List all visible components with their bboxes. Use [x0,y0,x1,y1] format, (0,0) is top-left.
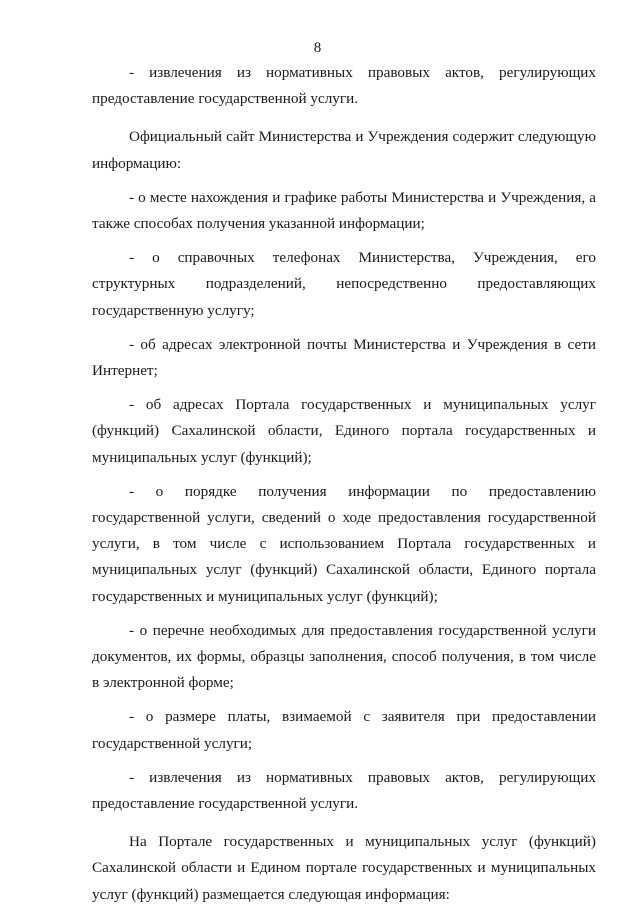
paragraph: Официальный сайт Министерства и Учреждения содержит следующую информацию: [92,128,596,172]
paragraph: - о размере платы, взимаемой с заявителя при предоставлении государственной услуги; [92,708,596,752]
paragraph: - извлечения из нормативных правовых актов, регулирующих предоставление государственной услуги. [92,768,596,813]
paragraph: - извлечения из нормативных правовых актов, регулирующих предоставление государственной услуги. [92,64,596,108]
document-body [92,60,596,908]
paragraph: - об адресах электронной почты Министерства и Учреждения в сети Интернет; [92,335,596,380]
page-number: 8 [313,40,322,56]
paragraph: - о перечне необходимых для предоставления государственной услуги документов, их формы, образцы заполнения, способ получения, в том числе в электронной форме; [92,621,596,692]
paragraph: - о месте нахождения и графике работы Министерства и Учреждения, а также способах получения указанной информации; [92,188,596,233]
paragraph: - о порядке получения информации по предоставлению государственной услуги, сведений о ходе предоставления государственной услуги, в том числе с использованием Портала государственных и муниципальных услуг (функций) Сахалинской области, Единого портала государственных и муниципальных услуг (функций); [92,482,596,605]
paragraph: На Портале государственных и муниципальных услуг (функций) Сахалинской области и Едином портале государственных и муниципальных услуг (функций) размещается следующая информация: [92,833,596,903]
paragraph: - о справочных телефонах Министерства, Учреждения, его структурных подразделений, непосредственно предоставляющих государственную услугу; [92,249,596,319]
paragraph: - об адресах Портала государственных и муниципальных услуг (функций) Сахалинской области, Единого портала государственных и муниципальных услуг (функций); [92,396,596,466]
